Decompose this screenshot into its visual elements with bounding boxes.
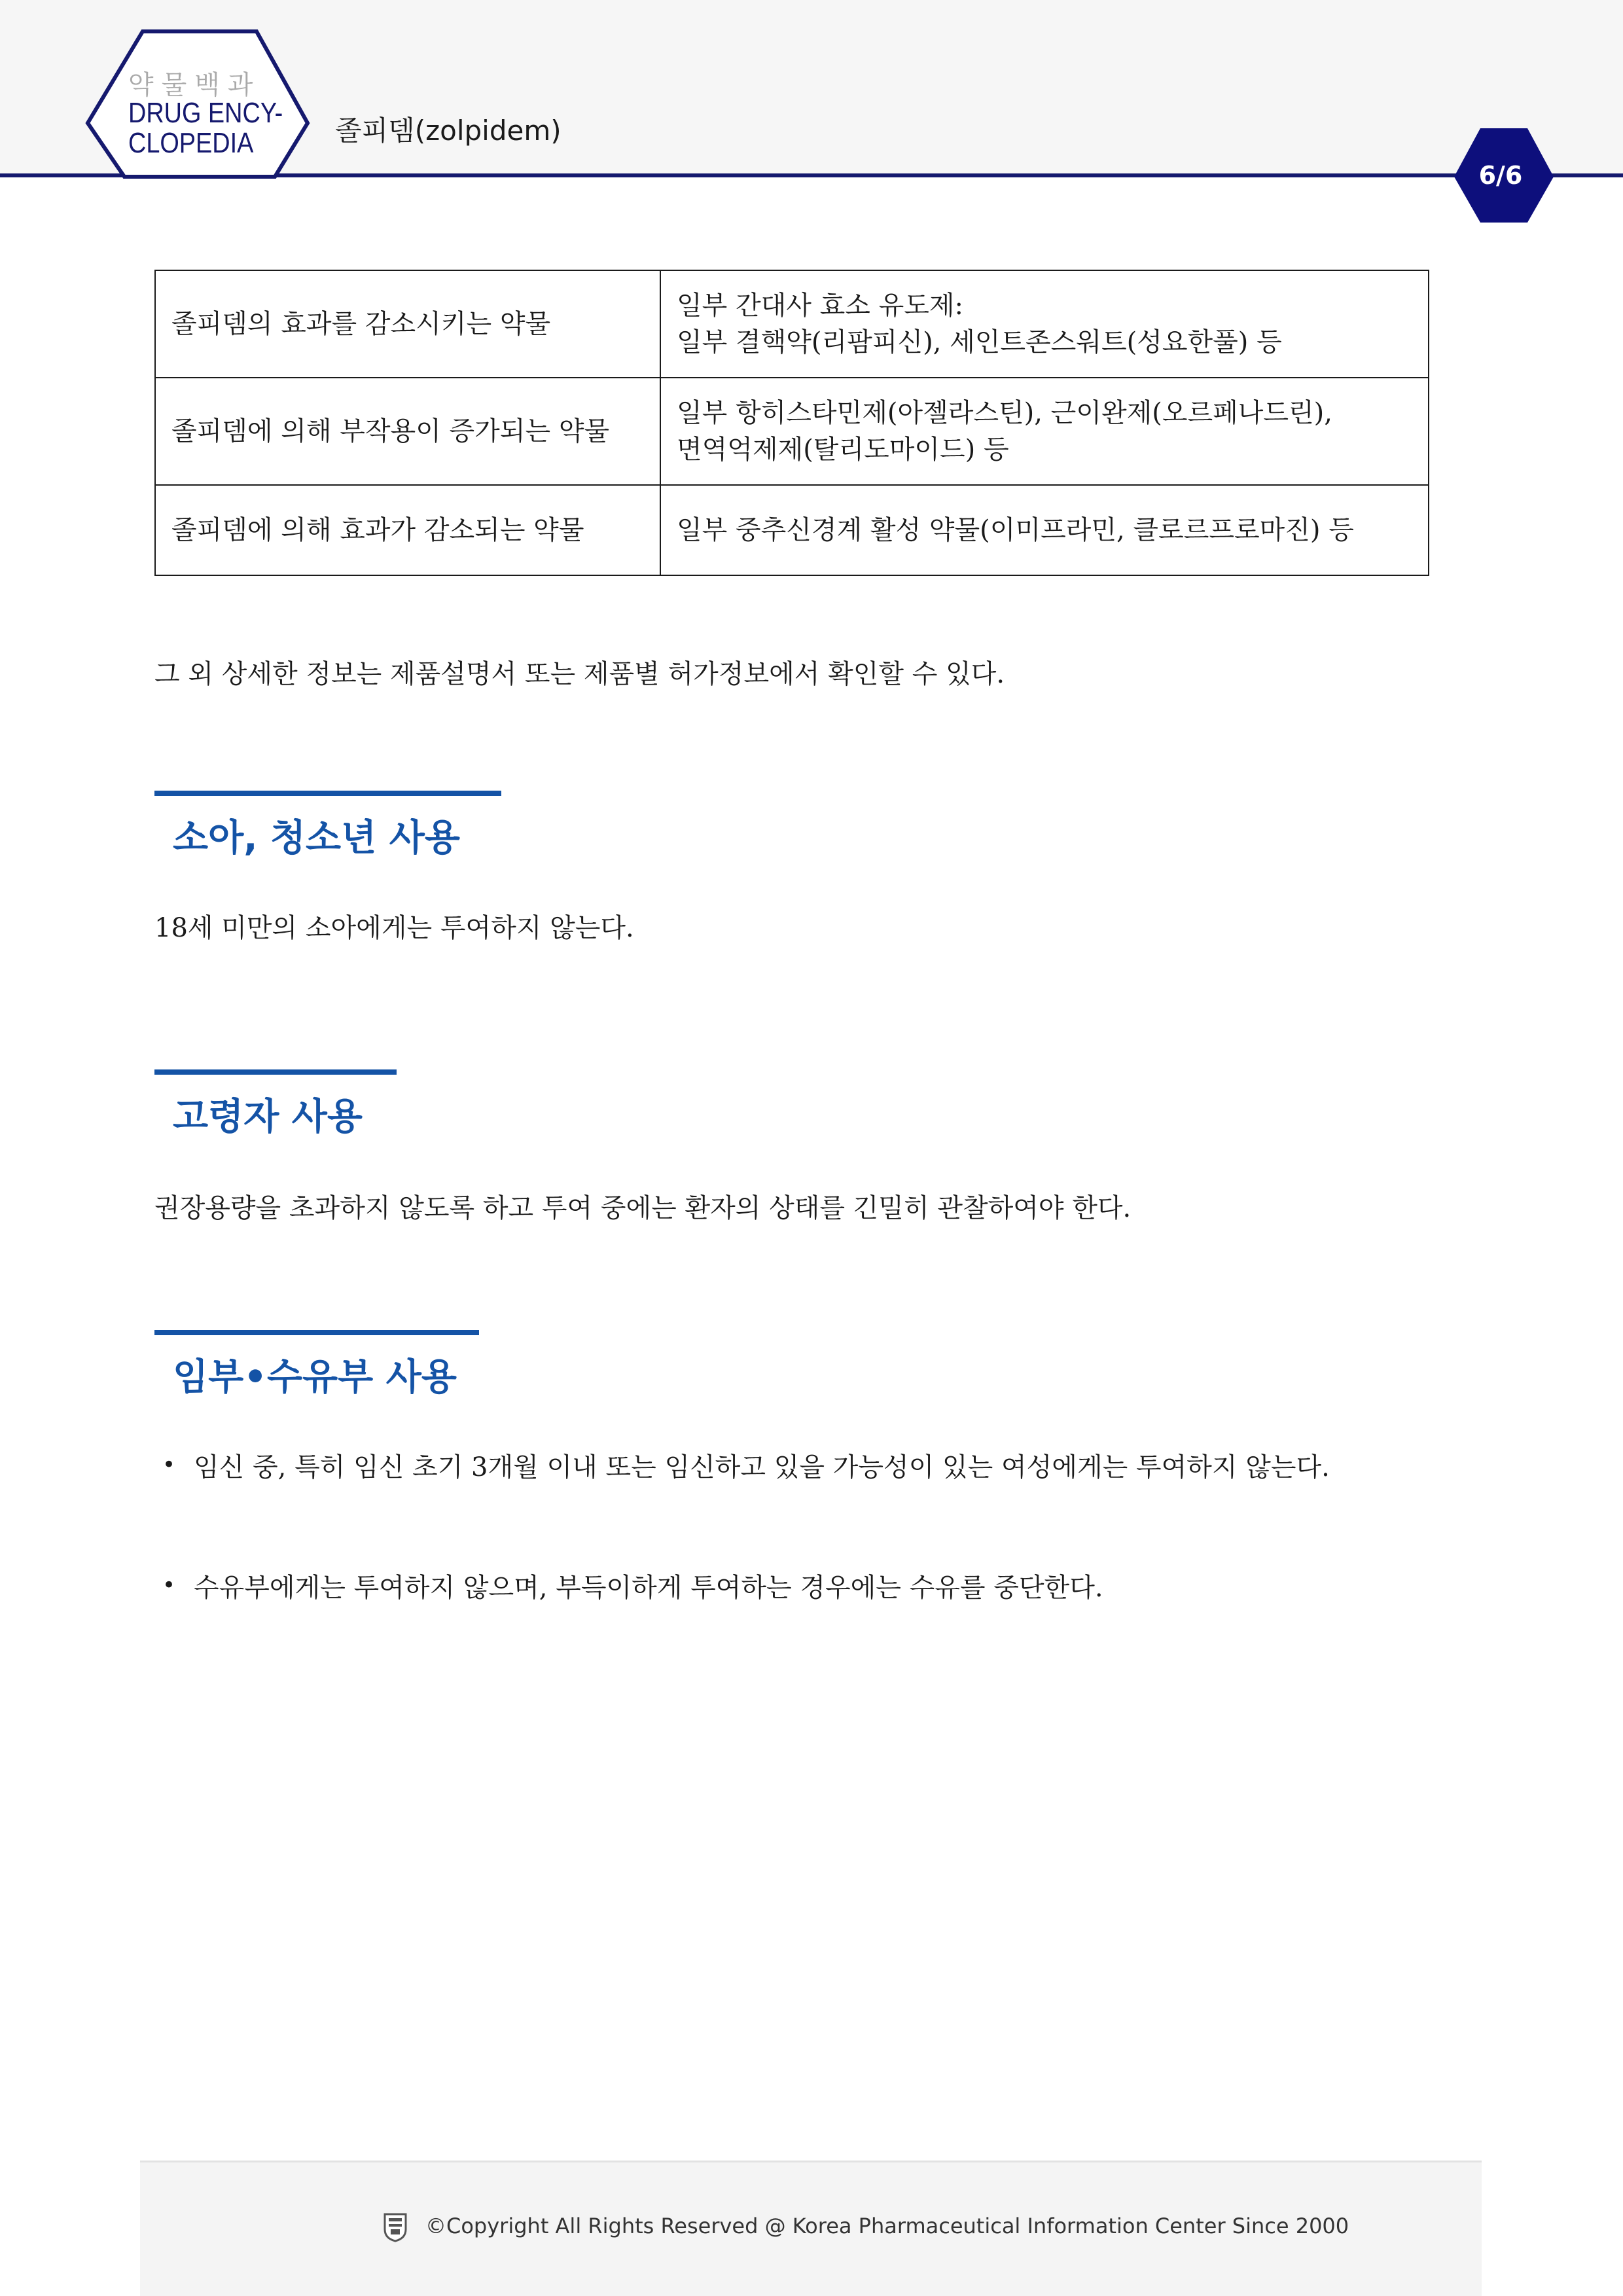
logo-english-line2: CLOPEDIA <box>128 127 254 159</box>
drugs-line: 일부 간대사 효소 유도제: <box>677 291 964 321</box>
section-bar <box>154 1069 397 1075</box>
table-cell-category: 졸피뎀의 효과를 감소시키는 약물 <box>155 270 660 378</box>
table-cell-category: 졸피뎀에 의해 부작용이 증가되는 약물 <box>155 378 660 485</box>
elderly-text: 권장용량을 초과하지 않도록 하고 투여 중에는 환자의 상태를 긴밀히 관찰하여야 한다. <box>154 1193 1132 1223</box>
table-cell-category: 졸피뎀에 의해 효과가 감소되는 약물 <box>155 485 660 575</box>
section-title-pediatric: 소아, 청소년 사용 <box>173 817 460 859</box>
logo-english-line1: DRUG ENCY- <box>128 97 283 129</box>
section-title-pregnancy: 임부•수유부 사용 <box>173 1356 457 1399</box>
logo-english <box>128 98 283 158</box>
section-title-elderly: 고령자 사용 <box>173 1096 363 1138</box>
pediatric-text: 18세 미만의 소아에게는 투여하지 않는다. <box>154 913 634 943</box>
drugs-line: 일부 중추신경계 활성 약물(이미프라민, 클로르프로마진) 등 <box>677 515 1354 545</box>
pregnancy-bullet-2: 수유부에게는 투여하지 않으며, 부득이하게 투여하는 경우에는 수유를 중단한다. <box>194 1573 1103 1603</box>
drugs-line: 면역억제제(탈리도마이드) 등 <box>677 435 1009 465</box>
table-row <box>155 485 1429 575</box>
table-row <box>155 378 1429 485</box>
kpic-emblem-icon <box>383 2212 408 2242</box>
interaction-table <box>154 270 1429 576</box>
section-bar <box>154 1330 479 1335</box>
logo-korean: 약물백과 <box>128 70 261 100</box>
table-cell-drugs <box>660 270 1429 378</box>
drugs-line: 일부 항히스타민제(아젤라스틴), 근이완제(오르페나드린), <box>677 398 1333 428</box>
page-indicator: 6/6 <box>1478 161 1523 190</box>
section-bar <box>154 791 501 796</box>
pregnancy-bullet-1: 임신 중, 특히 임신 초기 3개월 이내 또는 임신하고 있을 가능성이 있는 여성에게는 투여하지 않는다. <box>194 1452 1330 1482</box>
drugs-line: 일부 결핵약(리팜피신), 세인트존스워트(성요한풀) 등 <box>677 327 1282 357</box>
bullet-dot: • <box>162 1452 176 1478</box>
table-cell-drugs <box>660 378 1429 485</box>
footer-copyright: ©Copyright All Rights Reserved @ Korea Pharmaceutical Information Center Since 2000 <box>425 2214 1349 2238</box>
document-title: 졸피뎀(zolpidem) <box>335 115 562 147</box>
more-info-note: 그 외 상세한 정보는 제품설명서 또는 제품별 허가정보에서 확인할 수 있다. <box>154 659 1005 689</box>
table-cell-drugs <box>660 485 1429 575</box>
table-row <box>155 270 1429 378</box>
bullet-dot: • <box>162 1572 176 1598</box>
